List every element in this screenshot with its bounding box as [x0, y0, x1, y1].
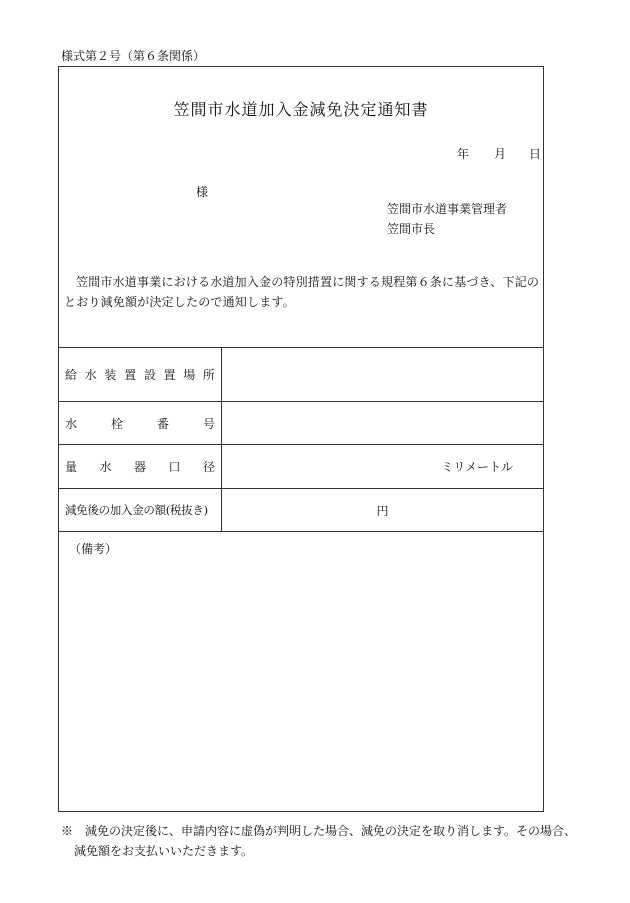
remarks-label: （備考）	[69, 542, 118, 556]
label-char: 水	[65, 416, 78, 431]
label-char: 給	[65, 368, 78, 382]
label-char: 栓	[110, 416, 123, 431]
table-row-fee-after-reduction	[59, 489, 543, 532]
label-installation-location	[59, 348, 222, 402]
label-char: 所	[202, 368, 215, 382]
document-title: 笠間市水道加入金減免決定通知書	[173, 100, 429, 119]
label-char: 置	[163, 368, 176, 382]
label-char: 置	[124, 368, 137, 382]
remarks-section	[59, 531, 543, 556]
fields-table	[59, 347, 543, 532]
label-char: 器	[133, 460, 146, 474]
label-char: 番	[156, 416, 169, 431]
label-char: 号	[202, 416, 215, 431]
label-meter-diameter	[59, 445, 222, 489]
form-reference: 様式第２号（第６条関係）	[61, 49, 206, 63]
table-row-meter-diameter	[59, 445, 543, 489]
date-day-label: 日	[529, 147, 542, 161]
issuer-title: 笠間市水道事業管理者	[387, 202, 508, 216]
addressee-suffix: 様	[196, 185, 209, 199]
value-meter-diameter[interactable]: ミリメートル	[222, 445, 544, 489]
date-month-label: 月	[494, 147, 507, 161]
issuer-name: 笠間市長	[387, 222, 436, 236]
date-year-label: 年	[457, 147, 470, 161]
note-line-1: ※ 減免の決定後に、申請内容に虚偽が判明した場合、減免の決定を取り消します。その場合、	[61, 824, 577, 838]
label-char: 量	[65, 460, 78, 474]
label-fee-after-reduction: 減免後の加入金の額(税抜き)	[59, 489, 222, 532]
value-tap-number[interactable]	[222, 402, 544, 445]
label-char: 径	[202, 460, 215, 474]
label-char: 場	[183, 368, 196, 382]
notice-frame	[58, 66, 544, 812]
label-char: 水	[84, 368, 97, 382]
label-tap-number	[59, 402, 222, 445]
value-installation-location[interactable]	[222, 348, 544, 402]
notice-body-text: 笠間市水道事業における水道加入金の特別措置に関する規程第６条に基づき、下記のとおり減免額が決定したので通知します。	[64, 275, 540, 309]
table-row-installation-location	[59, 348, 543, 402]
note-line-2: 減免額をお支払いいただきます。	[74, 844, 254, 858]
table-row-tap-number	[59, 402, 543, 445]
value-fee-after-reduction[interactable]: 円	[222, 489, 544, 532]
label-char: 口	[168, 460, 181, 474]
label-char: 設	[143, 368, 156, 382]
label-char: 装	[104, 368, 117, 382]
label-char: 水	[99, 460, 112, 474]
